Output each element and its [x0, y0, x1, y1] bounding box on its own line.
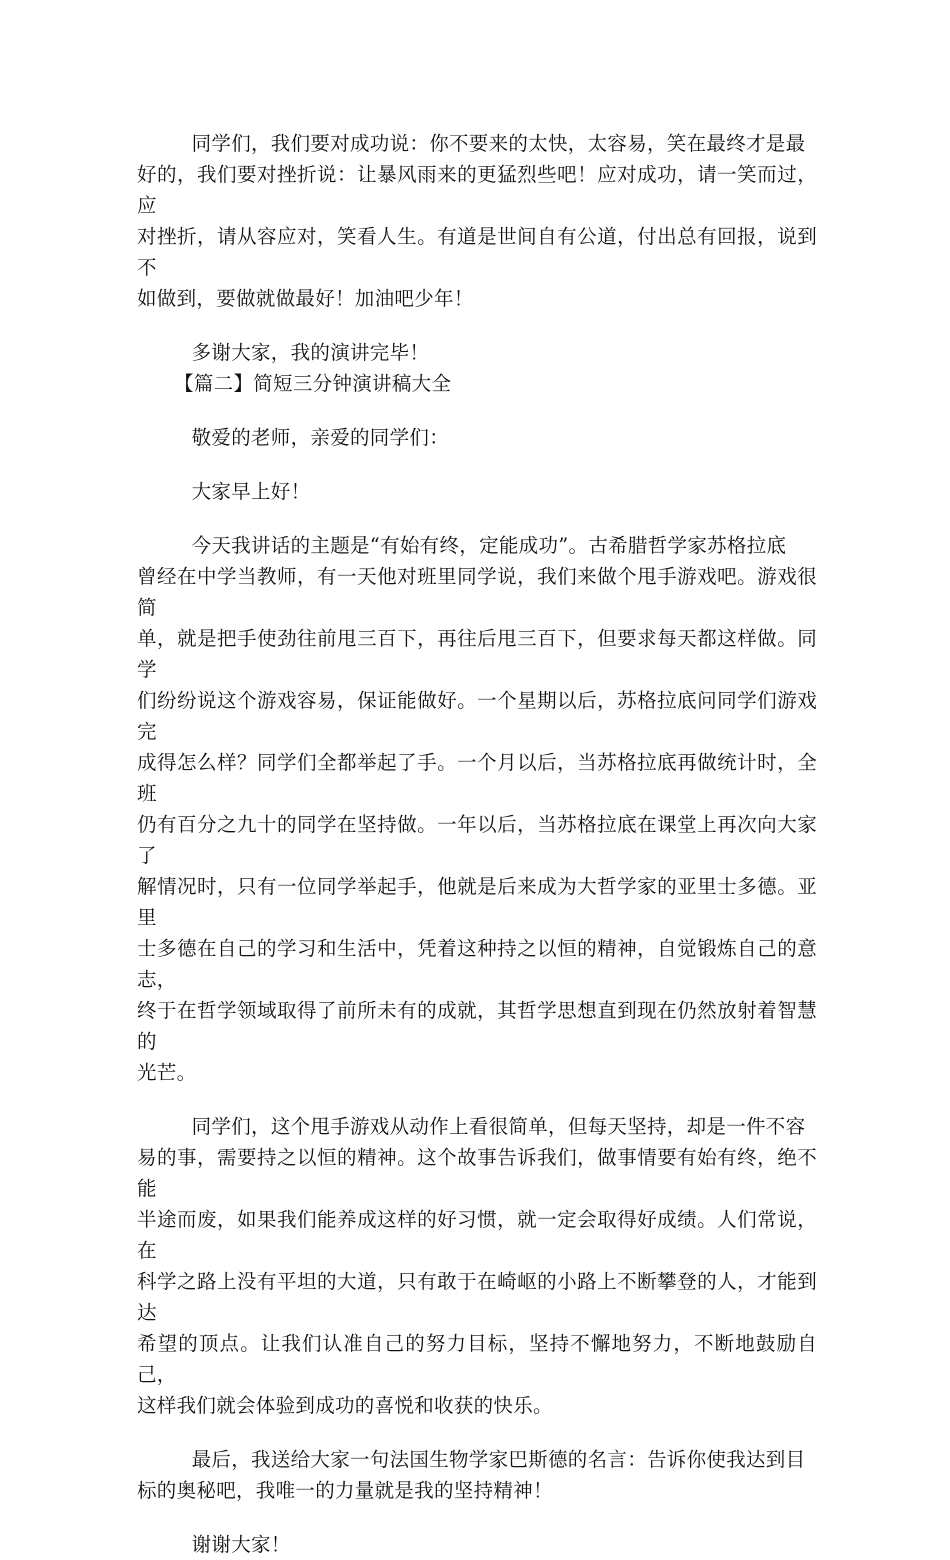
text-line: 成得怎么样？同学们全都举起了手。一个月以后，当苏格拉底再做统计时，全班	[137, 751, 817, 805]
text-line: 终于在哲学领域取得了前所未有的成就，其哲学思想直到现在仍然放射着智慧的	[137, 999, 817, 1053]
text-line: 对挫折，请从容应对，笑看人生。有道是世间自有公道，付出总有回报，说到不	[137, 225, 817, 279]
document-body	[137, 128, 817, 1560]
text-line: 今天我讲话的主题是“有始有终，定能成功”。古希腊哲学家苏格拉底	[191, 534, 787, 557]
text-line: 最后，我送给大家一句法国生物学家巴斯德的名言：告诉你使我达到目	[191, 1448, 806, 1471]
text-line: 同学们，我们要对成功说：你不要来的太快，太容易，笑在最终才是最	[191, 132, 806, 155]
paragraph	[137, 1444, 817, 1506]
text-line: 标的奥秘吧，我唯一的力量就是我的坚持精神！	[137, 1479, 553, 1502]
paragraph	[137, 337, 817, 368]
text-line: 希望的顶点。让我们认准自己的努力目标，坚持不懈地努力，不断地鼓励自己，	[137, 1332, 817, 1386]
text-line: 多谢大家，我的演讲完毕！	[191, 341, 430, 364]
paragraph	[137, 1111, 817, 1421]
paragraph	[137, 422, 817, 453]
text-line: 【篇二】简短三分钟演讲稿大全	[174, 372, 452, 395]
text-line: 如做到，要做就做最好！加油吧少年！	[137, 287, 474, 310]
text-line: 解情况时，只有一位同学举起手，他就是后来成为大哲学家的亚里士多德。亚里	[137, 875, 817, 929]
paragraph	[137, 1529, 817, 1560]
text-line: 单，就是把手使劲往前甩三百下，再往后甩三百下，但要求每天都这样做。同学	[137, 627, 817, 681]
text-line: 大家早上好！	[191, 480, 311, 503]
text-line: 半途而废，如果我们能养成这样的好习惯，就一定会取得好成绩。人们常说，在	[137, 1208, 817, 1262]
text-line: 敬爱的老师，亲爱的同学们：	[191, 426, 449, 449]
text-line: 仍有百分之九十的同学在坚持做。一年以后，当苏格拉底在课堂上再次向大家了	[137, 813, 817, 867]
paragraph	[137, 128, 817, 314]
text-line: 曾经在中学当教师，有一天他对班里同学说，我们来做个甩手游戏吧。游戏很简	[137, 565, 817, 619]
paragraph	[137, 476, 817, 507]
text-line: 这样我们就会体验到成功的喜悦和收获的快乐。	[137, 1394, 553, 1417]
text-line: 们纷纷说这个游戏容易，保证能做好。一个星期以后，苏格拉底问同学们游戏完	[137, 689, 817, 743]
text-line: 科学之路上没有平坦的大道，只有敢于在崎岖的小路上不断攀登的人，才能到达	[137, 1270, 817, 1324]
paragraph	[137, 530, 817, 1088]
text-line: 易的事，需要持之以恒的精神。这个故事告诉我们，做事情要有始有终，绝不能	[137, 1146, 817, 1200]
text-line: 好的，我们要对挫折说：让暴风雨来的更猛烈些吧！应对成功，请一笑而过，应	[137, 163, 817, 217]
text-line: 同学们，这个甩手游戏从动作上看很简单，但每天坚持，却是一件不容	[191, 1115, 806, 1138]
text-line: 士多德在自己的学习和生活中，凭着这种持之以恒的精神，自觉锻炼自己的意志，	[137, 937, 817, 991]
text-line: 光芒。	[137, 1061, 197, 1084]
text-line: 谢谢大家！	[191, 1533, 291, 1556]
section-heading	[137, 368, 817, 399]
